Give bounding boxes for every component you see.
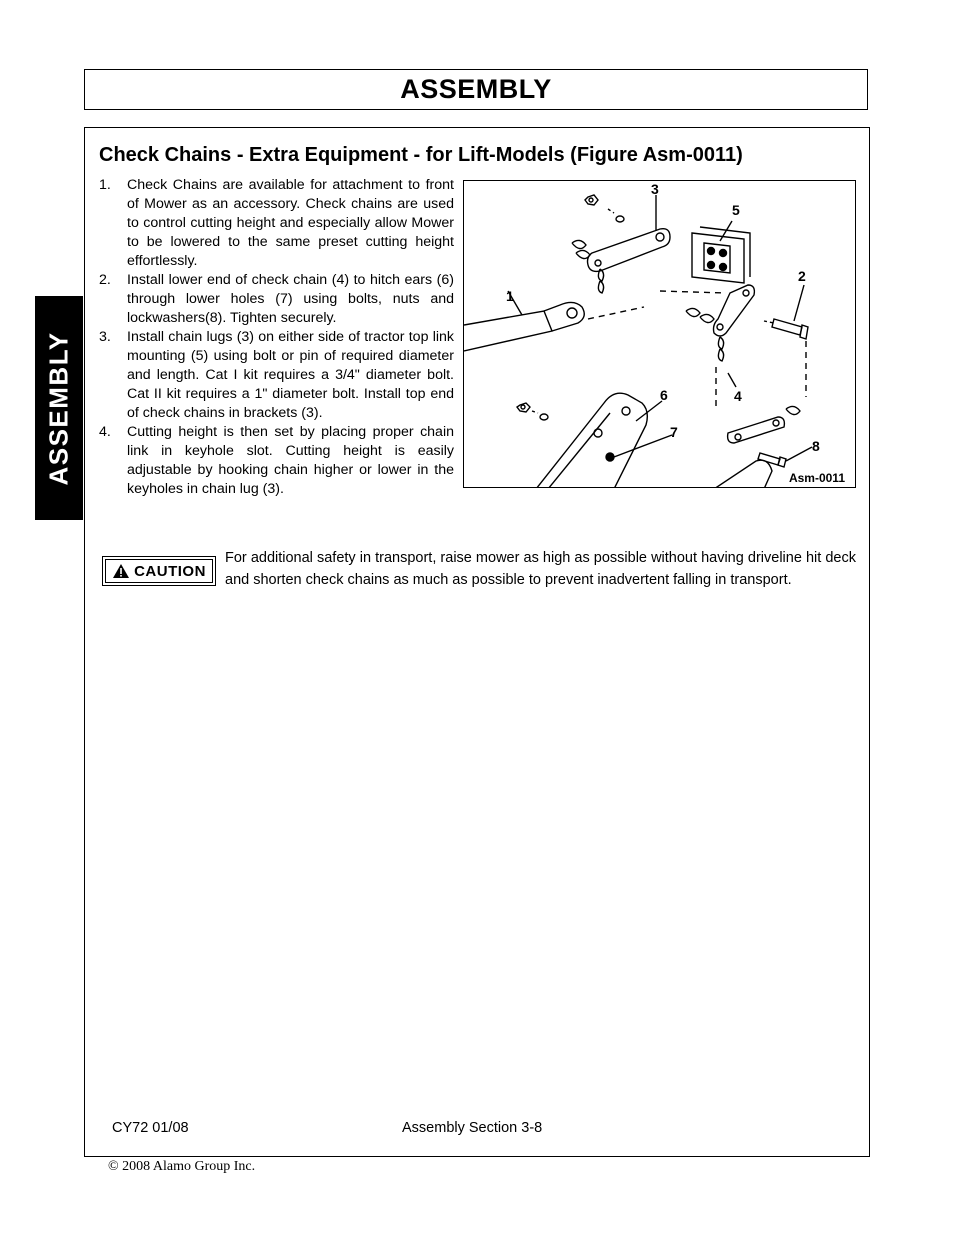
nut-washer-top (585, 195, 624, 222)
check-chain-diagram (464, 181, 856, 488)
figure-id: Asm-0011 (788, 471, 845, 485)
nut-washer-lower (517, 403, 548, 420)
page-header (84, 69, 868, 110)
callout-7: 7 (670, 424, 678, 440)
instruction-step (99, 271, 454, 328)
step-number: 1. (99, 177, 111, 193)
caution-badge (102, 556, 216, 586)
callout-2: 2 (798, 268, 806, 284)
callout-3: 3 (651, 181, 659, 197)
callout-1: 1 (506, 288, 514, 304)
instruction-step (99, 328, 454, 423)
callout-6: 6 (660, 387, 668, 403)
bolt-2 (764, 285, 808, 339)
caution-text: For additional safety in transport, raise mower as high as possible without having driveline hit deck and shorten check chains as much as possible to prevent inadvertent falling in transport. (225, 550, 856, 588)
content-frame (84, 127, 870, 1157)
instruction-step (99, 423, 454, 499)
side-section-tab (35, 296, 83, 520)
callout-5: 5 (732, 202, 740, 218)
top-link-bar (464, 291, 644, 351)
copyright-notice: © 2008 Alamo Group Inc. (108, 1159, 256, 1174)
side-tab-label: ASSEMBLY (43, 330, 74, 486)
step-text: Install lower end of check chain (4) to hitch ears (6) through lower holes (7) using bolts, nuts and lockwashers(8). Tighten securely. (127, 272, 454, 326)
step-text: Check Chains are available for attachment to front of Mower as an accessory. Check chains are used to control cutting height and especially allow Mower to be lowered to the same preset cutting height effortlessly. (127, 177, 454, 269)
step-number: 4. (99, 424, 111, 440)
instruction-step (99, 176, 454, 271)
top-link-mounting (692, 221, 750, 283)
section-title: Check Chains - Extra Equipment - for Lift-Models (Figure Asm-0011) (99, 144, 743, 166)
hitch-ear-right (714, 460, 772, 488)
chain-lug-upper (572, 195, 670, 293)
instruction-list (99, 176, 454, 499)
footer-model-date: CY72 01/08 (112, 1120, 189, 1136)
caution-label: CAUTION (134, 562, 206, 580)
step-number: 3. (99, 329, 111, 345)
step-text: Install chain lugs (3) on either side of tractor top link mounting (5) using bolt or pin of required diameter and length. Cat I kit requires a 3/4" diameter bolt. Cat II kit requires a 1" diameter bolt. Install top end of check chains in brackets (3). (127, 329, 454, 421)
figure-asm-0011 (463, 180, 856, 488)
step-text: Cutting height is then set by placing proper chain link in keyhole slot. Cutting height is easily adjustable by hooking chain higher or lower in the keyholes in chain lug (3). (127, 424, 454, 497)
warning-triangle-icon (112, 563, 130, 579)
chain-lug-bottom (728, 406, 812, 467)
page-title: ASSEMBLY (400, 74, 552, 104)
callout-4: 4 (734, 388, 742, 404)
hitch-ear (536, 393, 672, 488)
footer-page-number: Assembly Section 3-8 (402, 1120, 543, 1136)
callout-8: 8 (812, 438, 820, 454)
step-number: 2. (99, 272, 111, 288)
